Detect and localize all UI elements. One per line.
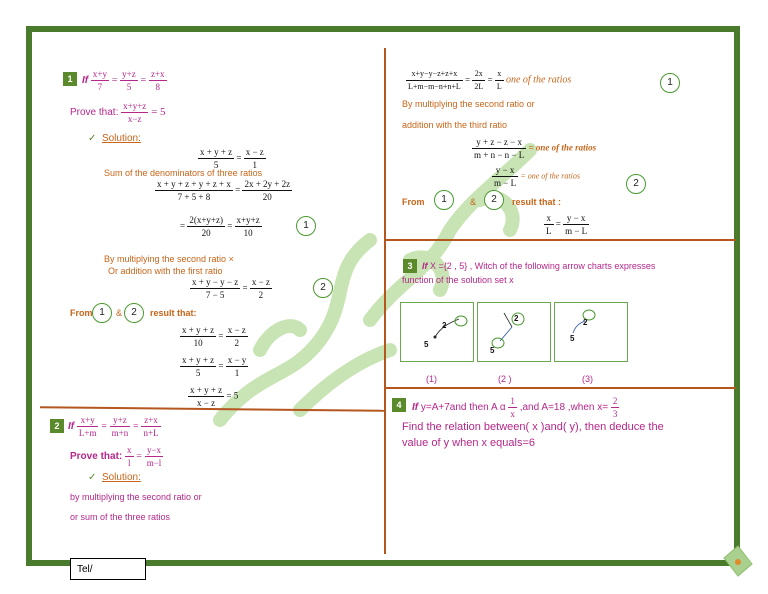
q4-body2: value of y when x equals=6 (402, 437, 536, 449)
arrow-chart-1[interactable] (400, 302, 474, 362)
q2-solution: ✓ Solution: (88, 472, 141, 483)
circle-label: 1 (434, 190, 454, 210)
rt-text2: addition with the third ratio (402, 120, 508, 130)
if-word: If (82, 75, 89, 87)
q1-eq2: $\frac{x + y + z + y + z + x}{7 + 5 + 8}$ = $\frac{2x + 2y + 2z}{20}$ (157, 179, 291, 202)
q1-amp: & (116, 308, 123, 318)
check-icon: ✓ (88, 472, 97, 483)
rt-from: From (402, 197, 425, 207)
corner-leaf-icon (722, 544, 754, 578)
question-number: 1 (63, 72, 77, 86)
q1-r1: $\frac{x + y + z}{10}$ = $\frac{x - z}{2}$ (182, 325, 246, 348)
circle-label: 2 (626, 174, 646, 194)
rt-res: $\frac{x}{L}$ = $\frac{y - x}{m - L}$ (546, 213, 588, 236)
q1-mult-text1: By multiplying the second ratio × (104, 254, 234, 264)
rt-eq3: $\frac{y - x}{m - L}$ = one of the ratios (494, 165, 580, 188)
tel-field: Tel/ (70, 558, 146, 580)
circle-label: 2 (484, 190, 504, 210)
q2-prove: Prove that: $\frac{x}{l}$ = $\frac{y-x}{m-l}$ (70, 445, 162, 468)
arrow-chart-2[interactable] (477, 302, 551, 362)
right-divider-top (384, 239, 736, 241)
q1-sum-text: Sum of the denominators of three ratios (104, 168, 263, 178)
q1-solution: ✓ Solution: (88, 133, 141, 144)
chart-label: 2 (583, 318, 588, 327)
arrow-chart-3[interactable] (554, 302, 628, 362)
q1-r3: $\frac{x + y + z}{x - z}$ = 5 (190, 385, 239, 408)
chart-label: 5 (490, 346, 495, 355)
q1-from: From (70, 308, 93, 318)
rt-eq1: $\frac{x+y-y-z+z+x}{L+m-m-n+n+L}$ = $\frac{2x}{2L}$ = $\frac{x}{L}$ one of the ratios (408, 69, 572, 91)
chart-label: 2 (514, 314, 519, 323)
q4-text: If y=A+7and then A α $\frac{1}{x}$ ,and A=18 ,when x= $\frac{2}{3}$ (412, 396, 618, 419)
chart-label: 2 (442, 321, 447, 330)
q1-eq3: = $\frac{2(x+y+z)}{20}$ = $\frac{x+y+z}{10}$ (180, 215, 260, 238)
q4-body1: Find the relation between( x )and( y), then deduce the (402, 421, 664, 433)
rt-eq2: $\frac{y + z - z - x}{m + n - n - L}$ = one of the ratios (474, 137, 597, 160)
question-number: 4 (392, 398, 406, 412)
rt-text1: By multiplying the second ratio or (402, 99, 535, 109)
circle-label: 1 (660, 73, 680, 93)
arrow-chart-3-drawing (555, 303, 627, 361)
q2-given: If $\frac{x+y}{L+m}$ = $\frac{y+z}{m+n}$ = $\frac{z+x}{n+L}$ (68, 415, 159, 438)
check-icon: ✓ (88, 133, 97, 144)
q3-text2: function of the solution set x (402, 275, 514, 285)
q1-mult-text2: Or addition with the first ratio (108, 266, 223, 276)
chart-label: 5 (570, 334, 575, 343)
vertical-divider (384, 48, 386, 554)
circle-label: 2 (124, 303, 144, 323)
q1-given: If $\frac{x+y}{7}$ = $\frac{y+z}{5}$ = $\frac{z+x}{8}$ (82, 69, 165, 92)
q1-eq4: $\frac{x + y - y - z}{7 - 5}$ = $\frac{x - z}{2}$ (192, 277, 270, 300)
q1-prove: Prove that: $\frac{x+y+z}{x-z}$ = 5 (70, 101, 166, 124)
option-label-1: (1) (426, 374, 437, 384)
q1-eq1: $\frac{x + y + z}{5}$ = $\frac{x - z}{1}$ (200, 147, 264, 170)
q1-result: result that: (150, 308, 197, 318)
circle-label: 1 (296, 216, 316, 236)
rt-result: result that : (512, 197, 562, 207)
question-number: 2 (50, 419, 64, 433)
arrow-chart-2-drawing (478, 303, 550, 361)
circle-label: 1 (92, 303, 112, 323)
question-number: 3 (403, 259, 417, 273)
circle-label: 2 (313, 278, 333, 298)
q2-line1: by multiplying the second ratio or (70, 492, 202, 502)
chart-label: 5 (424, 340, 429, 349)
option-label-3: (3) (582, 374, 593, 384)
right-divider-mid (384, 387, 736, 389)
q3-text: If X ={2 , 5} , Witch of the following arrow charts expresses (422, 261, 656, 271)
q2-line2: or sum of the three ratios (70, 512, 171, 522)
rt-amp: & (470, 197, 477, 207)
option-label-2: (2 ) (498, 374, 512, 384)
arrow-chart-1-drawing (401, 303, 473, 361)
q1-r2: $\frac{x + y + z}{5}$ = $\frac{x - y}{1}$ (182, 355, 247, 378)
